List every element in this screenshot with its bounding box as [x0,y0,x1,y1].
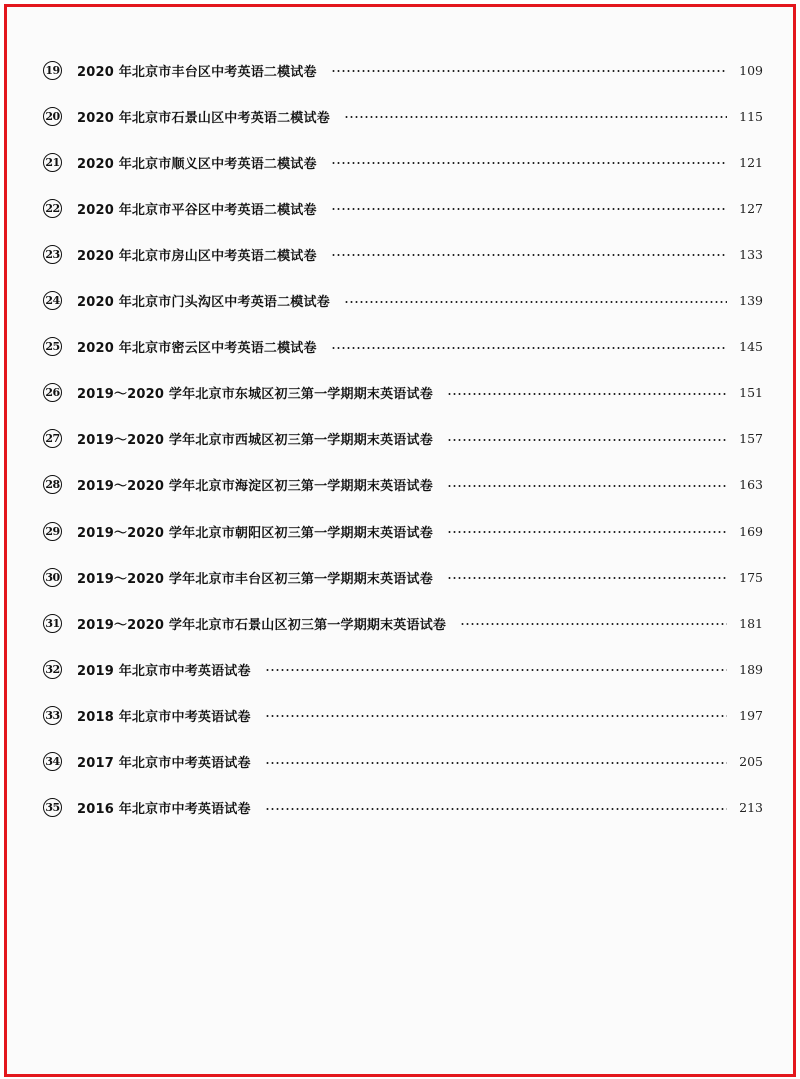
dot-leader [265,715,727,717]
dot-leader [447,531,727,533]
entry-page-number: 205 [739,754,763,769]
toc-entry[interactable] [7,104,793,128]
entry-title: 2020 年北京市平谷区中考英语二模试卷 [77,202,317,218]
entry-number-badge: 24 [43,291,62,310]
dot-leader [265,808,727,810]
entry-page-number: 145 [739,339,763,355]
toc-entry[interactable] [7,58,793,82]
entry-page-number: 213 [739,800,763,816]
dot-leader [331,162,727,164]
entry-title: 2016 年北京市中考英语试卷 [77,802,251,818]
toc-entry[interactable] [7,242,793,266]
entry-page-number: 127 [739,200,763,216]
entry-title: 2018 年北京市中考英语试卷 [77,709,251,725]
toc-entry[interactable] [7,657,793,681]
entry-title: 2020 年北京市密云区中考英语二模试卷 [77,341,317,357]
entry-title: 2020 年北京市房山区中考英语二模试卷 [77,248,317,264]
toc-entry[interactable] [7,335,793,359]
toc-entry[interactable] [7,381,793,405]
entry-title: 2017 年北京市中考英语试卷 [77,756,251,771]
entry-number-badge: 33 [43,706,62,725]
entry-page-number: 197 [739,707,763,723]
entry-page-number: 151 [739,385,763,401]
entry-page-number: 189 [739,661,763,677]
entry-number-badge: 20 [43,107,62,126]
table-of-contents [7,7,793,1074]
toc-entry[interactable] [7,565,793,589]
entry-number-badge: 28 [43,475,62,494]
dot-leader [460,623,727,625]
entry-title: 2019～2020 学年北京市海淀区初三第一学期期末英语试卷 [77,479,433,495]
entry-title: 2019 年北京市中考英语试卷 [77,663,251,679]
entry-title: 2019～2020 学年北京市石景山区初三第一学期期末英语试卷 [77,617,447,633]
entry-number-badge: 21 [43,153,62,172]
dot-leader [447,577,727,579]
entry-page-number: 121 [739,154,763,170]
dot-leader [331,208,727,210]
entry-title: 2019～2020 学年北京市西城区初三第一学期期末英语试卷 [77,433,433,449]
dot-leader [331,347,727,349]
entry-title: 2020 年北京市丰台区中考英语二模试卷 [77,64,317,80]
entry-number-badge: 23 [43,245,62,264]
entry-title: 2019～2020 学年北京市朝阳区初三第一学期期末英语试卷 [77,525,433,541]
toc-entry[interactable] [7,427,793,451]
page-frame [4,4,796,1077]
toc-entry[interactable] [7,750,793,774]
entry-page-number: 157 [739,431,763,447]
entry-title: 2020 年北京市顺义区中考英语二模试卷 [77,156,317,172]
dot-leader [344,116,727,118]
entry-title: 2020 年北京市石景山区中考英语二模试卷 [77,110,330,126]
dot-leader [447,393,727,395]
dot-leader [447,485,727,487]
entry-number-badge: 34 [43,752,62,771]
entry-number-badge: 31 [43,614,62,633]
toc-entry[interactable] [7,289,793,313]
entry-page-number: 115 [739,108,763,124]
entry-page-number: 163 [739,477,763,493]
entry-number-badge: 32 [43,660,62,679]
dot-leader [265,669,727,671]
entry-title: 2019～2020 学年北京市丰台区初三第一学期期末英语试卷 [77,571,433,587]
toc-entry[interactable] [7,196,793,220]
entry-page-number: 169 [739,523,763,539]
entry-title: 2019～2020 学年北京市东城区初三第一学期期末英语试卷 [77,387,433,403]
entry-number-badge: 27 [43,429,62,448]
entry-number-badge: 19 [43,61,62,80]
entry-number-badge: 29 [43,522,62,541]
dot-leader [331,254,727,256]
entry-number-badge: 35 [43,798,62,817]
dot-leader [344,301,727,303]
entry-number-badge: 22 [43,199,62,218]
dot-leader [331,70,727,72]
toc-entry[interactable] [7,473,793,497]
entry-title: 2020 年北京市门头沟区中考英语二模试卷 [77,295,330,310]
entry-number-badge: 30 [43,568,62,587]
toc-entry[interactable] [7,611,793,635]
entry-page-number: 109 [739,62,763,78]
toc-entry[interactable] [7,150,793,174]
toc-entry[interactable] [7,703,793,727]
entry-page-number: 139 [739,293,763,308]
dot-leader [265,762,727,764]
toc-entry[interactable] [7,796,793,820]
entry-number-badge: 26 [43,383,62,402]
entry-page-number: 175 [739,569,763,585]
dot-leader [447,439,727,441]
entry-page-number: 181 [739,615,763,631]
entry-page-number: 133 [739,246,763,262]
entry-number-badge: 25 [43,337,62,356]
toc-entry[interactable] [7,519,793,543]
